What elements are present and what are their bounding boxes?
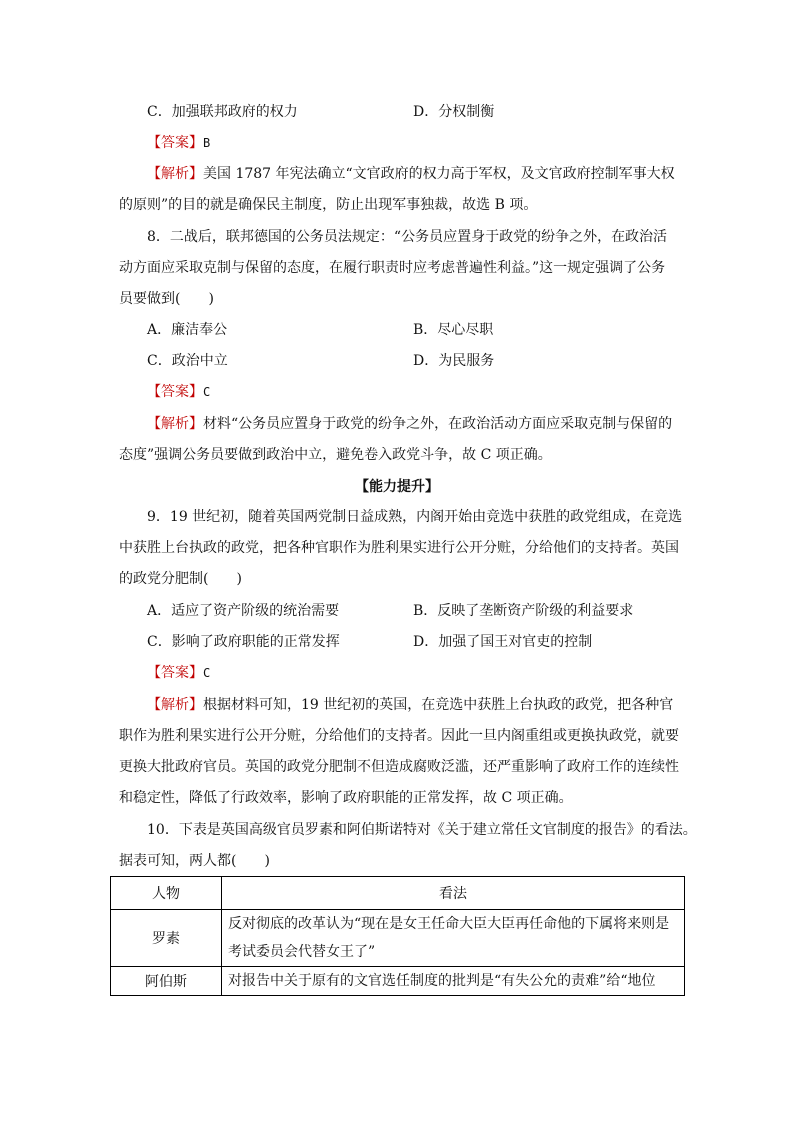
q8-option-c: C．政治中立 bbox=[147, 353, 228, 369]
q9-analysis-line-1 bbox=[147, 695, 673, 715]
q8-option-a: A．廉洁奉公 bbox=[147, 322, 228, 338]
q9-analysis-line-4: 和稳定性，降低了行政效率，影响了政府职能的正常发挥，故 C 项正确。 bbox=[119, 790, 573, 806]
q7-option-d: D．分权制衡 bbox=[413, 104, 495, 120]
analysis-text: 材料“公务员应置身于政党的纷争之外，在政治活动方面应采取克制与保留的 bbox=[203, 416, 673, 432]
answer-tag: 【答案】 bbox=[147, 665, 203, 681]
q8-stem-line-3: 员要做到( ) bbox=[119, 291, 214, 307]
answer-value: C bbox=[203, 666, 211, 680]
q7-analysis-line-2: 的原则”的目的就是确保民主制度，防止出现军事独裁，故选 B 项。 bbox=[119, 197, 538, 213]
cell-person: 罗素 bbox=[111, 910, 222, 967]
cell-view bbox=[222, 910, 685, 967]
cell-person: 阿伯斯 bbox=[111, 967, 222, 996]
table-row bbox=[111, 910, 685, 967]
analysis-text: 美国 1787 年宪法确立“文官政府的权力高于军权，及文官政府控制军事大权 bbox=[203, 166, 675, 182]
views-table bbox=[110, 876, 685, 996]
q9-answer bbox=[147, 663, 210, 683]
header-view: 看法 bbox=[222, 877, 685, 910]
table-header-row bbox=[111, 877, 685, 910]
q9-option-b: B．反映了垄断资产阶级的利益要求 bbox=[413, 603, 634, 619]
section-title: 【能力提升】 bbox=[355, 479, 439, 495]
cell-view-line-1: 反对彻底的改革认为“现在是女王任命大臣大臣再任命他的下属将来则是 bbox=[228, 916, 670, 932]
q9-stem-line-2: 中获胜上台执政的政党，把各种官职作为胜利果实进行公开分赃，分给他们的支持者。英国 bbox=[119, 540, 679, 556]
q8-answer bbox=[147, 382, 210, 402]
analysis-text: 根据材料可知，19 世纪初的英国，在竞选中获胜上台执政的政党，把各种官 bbox=[203, 697, 674, 713]
q9-option-d: D．加强了国王对官吏的控制 bbox=[413, 634, 593, 650]
q8-analysis-line-1 bbox=[147, 414, 672, 434]
q10-stem-line-2: 据表可知，两人都( ) bbox=[119, 853, 270, 869]
q9-option-a: A．适应了资产阶级的统治需要 bbox=[147, 603, 340, 619]
answer-value: C bbox=[203, 385, 211, 399]
q9-analysis-line-2: 职作为胜利果实进行公开分赃，分给他们的支持者。因此一旦内阁重组或更换执政党，就要 bbox=[119, 728, 679, 744]
q9-analysis-line-3: 更换大批政府官员。英国的政党分肥制不但造成腐败泛滥，还严重影响了政府工作的连续性 bbox=[119, 759, 679, 775]
header-person: 人物 bbox=[111, 877, 222, 910]
q7-analysis-line-1 bbox=[147, 164, 675, 184]
answer-tag: 【答案】 bbox=[147, 384, 203, 400]
q9-option-c: C．影响了政府职能的正常发挥 bbox=[147, 634, 340, 650]
q7-answer bbox=[147, 133, 210, 153]
table-row bbox=[111, 967, 685, 996]
analysis-tag: 【解析】 bbox=[147, 166, 203, 182]
q8-stem-line-1: 8．二战后，联邦德国的公务员法规定：“公务员应置身于政党的纷争之外，在政治活 bbox=[147, 229, 668, 245]
q9-stem-line-3: 的政党分肥制( ) bbox=[119, 571, 242, 587]
q8-option-b: B．尽心尽职 bbox=[413, 322, 494, 338]
q8-analysis-line-2: 态度”强调公务员要做到政治中立，避免卷入政党斗争，故 C 项正确。 bbox=[119, 447, 552, 463]
q7-option-c: C．加强联邦政府的权力 bbox=[147, 104, 298, 120]
cell-view-line-2: 考试委员会代替女王了” bbox=[228, 944, 376, 960]
q10-stem-line-1: 10．下表是英国高级官员罗素和阿伯斯诺特对《关于建立常任文官制度的报告》的看法。 bbox=[147, 822, 697, 838]
cell-view bbox=[222, 967, 685, 996]
answer-value: B bbox=[203, 136, 211, 150]
analysis-tag: 【解析】 bbox=[147, 697, 203, 713]
answer-tag: 【答案】 bbox=[147, 135, 203, 151]
q8-stem-line-2: 动方面应采取克制与保留的态度，在履行职责时应考虑普遍性利益。”这一规定强调了公务 bbox=[119, 260, 666, 276]
cell-view-line-1: 对报告中关于原有的文官选任制度的批判是“有失公允的责难”给“地位 bbox=[228, 973, 656, 989]
analysis-tag: 【解析】 bbox=[147, 416, 203, 432]
q8-option-d: D．为民服务 bbox=[413, 353, 495, 369]
q9-stem-line-1: 9．19 世纪初，随着英国两党制日益成熟，内阁开始由竞选中获胜的政党组成，在竞选 bbox=[147, 509, 683, 525]
